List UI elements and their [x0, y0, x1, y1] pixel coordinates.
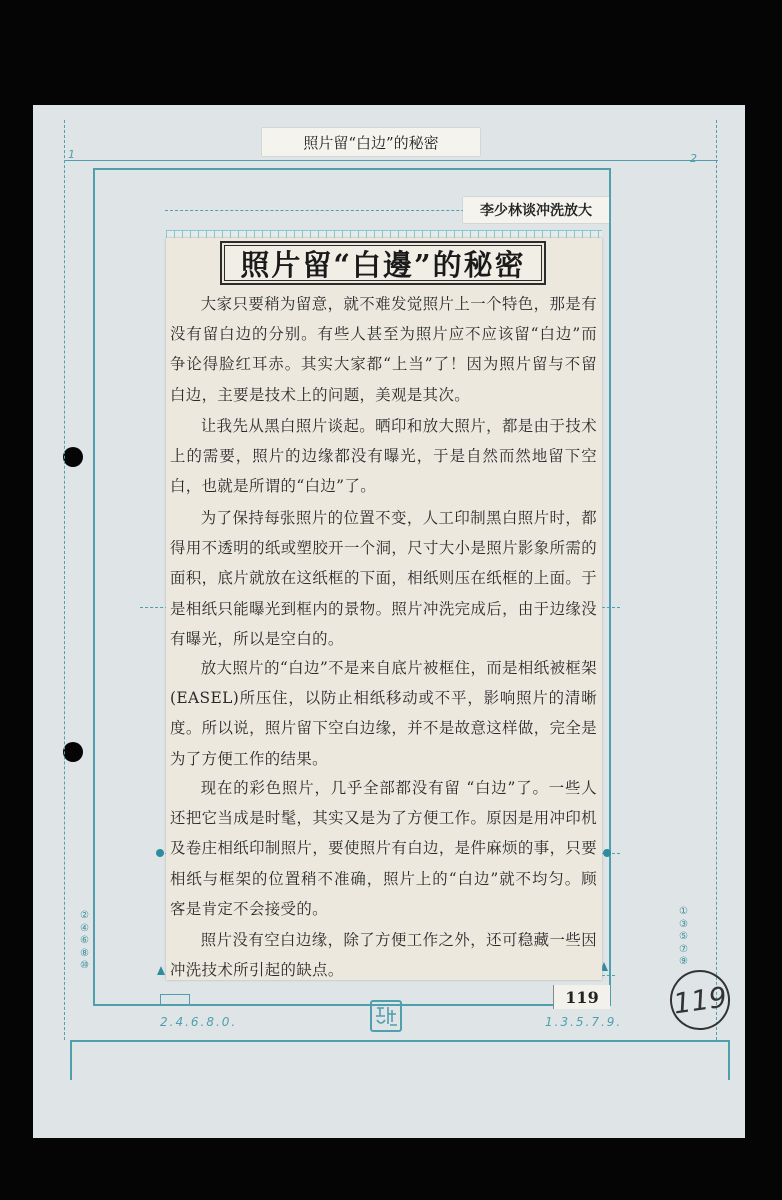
frame-top-line — [93, 168, 611, 170]
header-title: 照片留“白边”的秘密 — [303, 133, 439, 152]
frame-right-line — [609, 168, 611, 1006]
article-paragraph-5: 现在的彩色照片，几乎全部都没有留 “白边”了。一些人还把它当成是时髦，其实又是为了方便工作。原因是用冲印机及卷庄相纸印制照片，要使照片有白边，是件麻烦的事，只要相纸与框架的位置稍不准确，照片上的“白边”就不均匀。顾客是肯定不会接受的。 — [170, 779, 597, 918]
corner-mark-top-right: 2 — [690, 152, 699, 165]
even-number-sequence: 2.4.6.8.0. — [160, 1015, 238, 1029]
registration-dot-right — [603, 849, 611, 857]
circled-number: ② — [80, 910, 89, 921]
article-headline: 照片留“白邊”的秘密 — [220, 241, 546, 285]
sub-caption-strip — [463, 197, 609, 223]
handwritten-number-text: 119 — [671, 979, 729, 1021]
right-circled-numbers — [679, 906, 688, 969]
left-margin-guide — [64, 120, 65, 1040]
header-title-strip — [262, 128, 480, 156]
circled-number: ⑦ — [679, 943, 688, 955]
corner-mark-top-left: 1 — [68, 148, 77, 161]
binder-hole-bottom — [63, 742, 83, 762]
outer-right-tick — [728, 1040, 730, 1080]
outer-left-tick — [70, 1040, 72, 1080]
article-paragraph-6: 照片没有空白边缘，除了方便工作之外，还可稳藏一些因冲洗技术所引起的缺点。 — [170, 931, 597, 980]
article-paragraph-1: 大家只要稍为留意，就不难发觉照片上一个特色，那是有没有留白边的分别。有些人甚至为照片应不应该留“白边”而争论得脸红耳赤。其实大家都“上当”了！因为照片留与不留白边，主要是技术上的问题，美观是其次。 — [170, 295, 597, 404]
frame-left-line — [93, 168, 95, 1006]
article-paragraph-2: 让我先从黑白照片谈起。晒印和放大照片，都是由于技术上的需要，照片的边缘都没有曝光，于是自然而然地留下空白，也就是所谓的“白边”了。 — [170, 417, 597, 496]
right-margin-guide — [716, 120, 717, 1040]
registration-dot-left — [156, 849, 164, 857]
left-circled-numbers — [80, 910, 89, 973]
odd-number-sequence: 1.3.5.7.9. — [545, 1015, 623, 1029]
circled-number: ⑩ — [80, 960, 89, 971]
circled-number: ⑨ — [679, 956, 688, 967]
circled-number: ⑥ — [80, 935, 89, 946]
circled-number: ⑤ — [679, 931, 688, 942]
seal-stamp — [370, 1000, 402, 1032]
circled-number: ① — [679, 906, 688, 917]
circled-number: ⑧ — [80, 947, 89, 959]
article-paragraph-4: 放大照片的“白边”不是来自底片被框住，而是相纸被框架(EASEL)所压住，以防止相纸移动或不平，影响照片的清晰度。所以说，照片留下空白边缘，并不是故意这样做，完全是为了方便工作的结果。 — [170, 659, 597, 768]
triangle-marker-left — [157, 966, 165, 975]
page-number: 119 — [565, 987, 599, 1007]
outer-top-line — [65, 160, 718, 161]
sub-caption: 李少林谈冲洗放大 — [480, 203, 592, 219]
small-box-mark — [160, 994, 190, 1005]
outer-bottom-line — [70, 1040, 730, 1042]
binder-hole-top — [63, 447, 83, 467]
circled-number: ③ — [679, 918, 688, 930]
circled-number: ④ — [80, 922, 89, 934]
page-number-box — [553, 985, 610, 1009]
article-paragraph-3: 为了保持每张照片的位置不变，人工印制黑白照片时，都得用不透明的纸或塑胶开一个洞，尺寸大小是照片影象所需的面积，底片就放在这纸框的下面，相纸则压在纸框的上面。于是相纸只能曝光到框内的景物。照片冲洗完成后，由于边缘没有曝光，所以是空白的。 — [170, 509, 597, 648]
